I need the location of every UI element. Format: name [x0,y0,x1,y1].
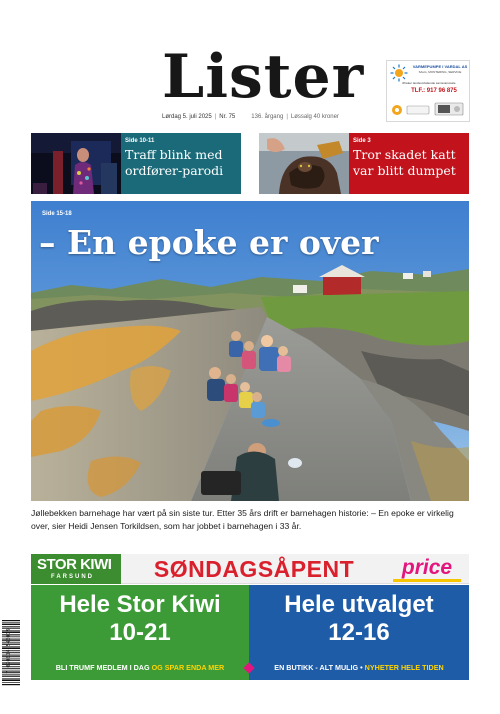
price-hours: 12-16 [328,619,390,646]
teaser-stage-photo [31,133,121,194]
heatpump-units-image [391,101,467,119]
kiwi-footer [31,663,249,673]
barcode-number: 7 090034 540019 [6,628,12,674]
ad-banner [31,554,469,584]
issue-number: Nr. 75 [219,114,236,120]
kiwi-logo[interactable] [31,554,121,584]
teaser-panel [121,133,241,194]
price-hours-title: Hele utvalget [284,591,434,618]
main-story-photo[interactable] [31,201,469,501]
issue-line: Lørdag 5. juli 2025 | Nr. 75 136. årgang | Løssalg 40 kroner [162,114,339,120]
price-logo[interactable] [389,556,465,582]
price-brand: price [401,556,453,579]
kiwi-hours-panel[interactable] [31,585,249,680]
masthead [162,42,365,120]
photo-caption: Jøllebekken barnehage har vært på sin siste tur. Etter 35 års drift er barnehagen historie: – En epoke er virkelig over, sier Heidi Jensen Torkildsen, som har jobbet i barnehagen i 33 år. [31,508,454,531]
teaser-parody[interactable] [31,133,241,194]
ad-subtitle: SALG, MONTERING, SERVICE [418,70,462,74]
heatpump-ad[interactable] [386,60,470,122]
sunday-open-banner: SØNDAGSÅPENT [153,556,355,582]
kiwi-footer-b: OG SPAR ENDA MER [151,663,225,672]
kiwi-hours-title: Hele Stor Kiwi [59,591,221,618]
ad-title: VARMEPUMPE I VARDAL AS [412,64,468,69]
newspaper-logo[interactable]: Lister [162,42,365,112]
teaser-headline[interactable]: Tror skadet katt var blitt dumpet [353,147,456,178]
teaser-headline[interactable]: Traff blink med ordfører-parodi [125,147,224,178]
price-underline [393,579,461,582]
main-kicker: Side 15-18 [42,211,72,217]
price-hours-panel[interactable] [249,585,469,680]
teaser-kicker: Side 3 [353,138,371,144]
ad-phone: TLF.: 917 96 875 [411,88,457,94]
cover-price: Løssalg 40 kroner [290,114,339,120]
sun-icon [390,64,408,82]
teaser-kicker: Side 10-11 [125,138,155,144]
ad-description: Ønsker landsomfattende samsvarsmøte [402,81,456,85]
kiwi-hours: 10-21 [109,619,171,646]
teaser-cat[interactable] [259,133,469,194]
kiwi-footer-a: BLI TRUMF MEDLEM I DAG [55,663,152,672]
kiwi-location: FARSUND [51,574,95,580]
issue-date: Lørdag 5. juli 2025 [162,114,212,120]
price-footer-a: EN BUTIKK - ALT MULIG • [274,663,365,672]
teaser-cat-photo [259,133,349,194]
price-footer [249,663,469,673]
supermarket-ad[interactable] [31,554,469,680]
volume: 136. årgang [251,114,284,120]
price-footer-b: NYHETER HELE TIDEN [364,663,444,672]
main-headline[interactable]: – En epoke er over [39,223,379,262]
teaser-panel [349,133,469,194]
kiwi-brand: STOR KIWI [37,556,112,573]
